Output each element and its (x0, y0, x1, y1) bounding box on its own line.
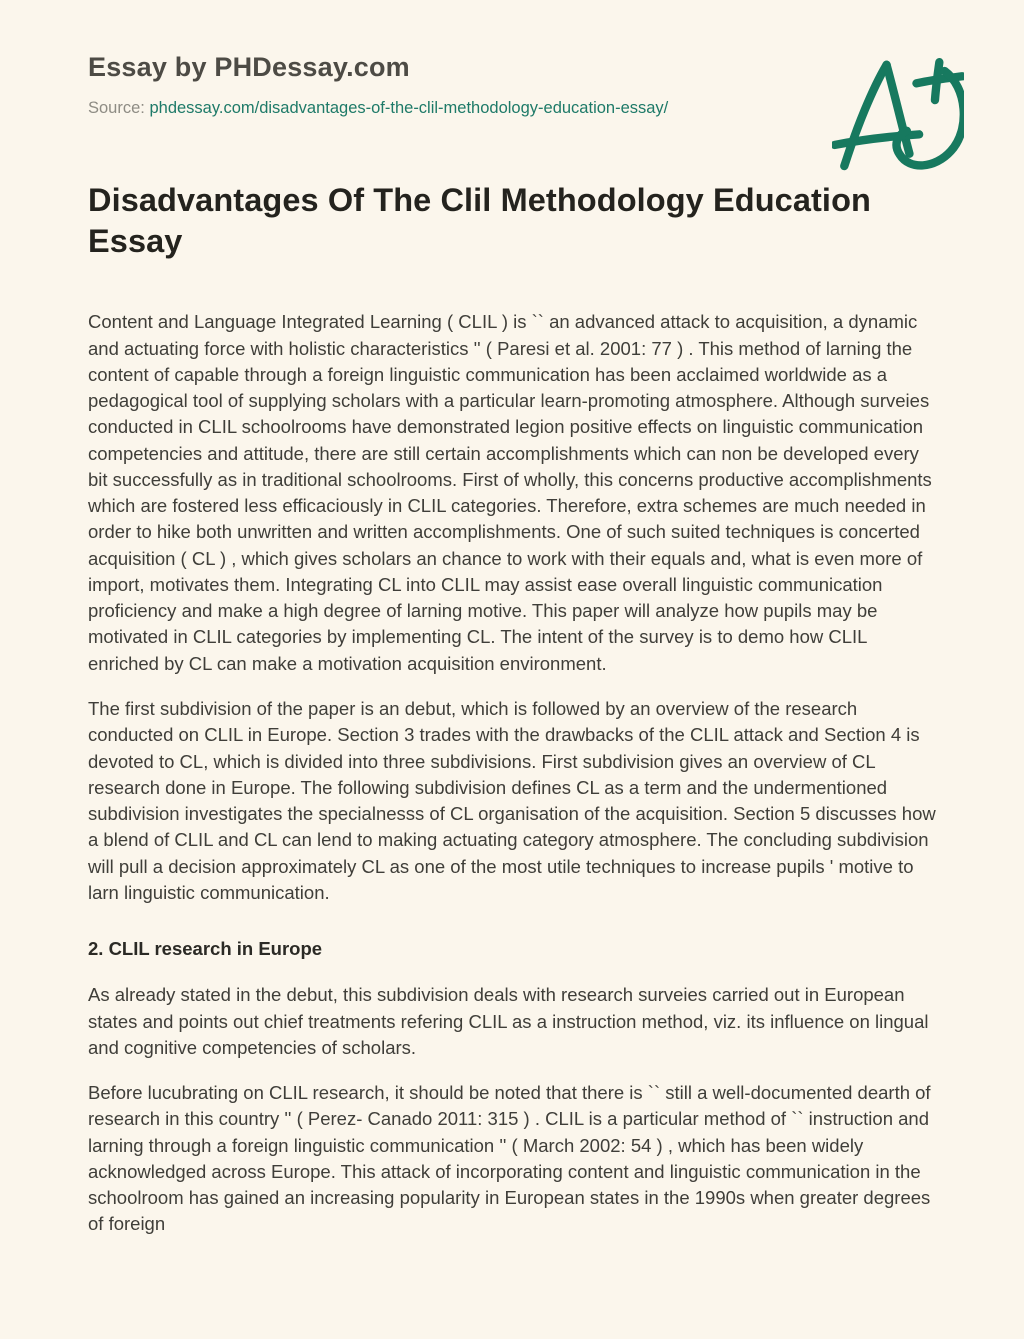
essay-paragraph-1: Content and Language Integrated Learning ( CLIL ) is `` an advanced attack to acquisition, a dynamic and actuating force with holistic characteristics '' ( Paresi et al. 2001: 77 ) . This method of larning the content of capable through a foreign linguistic communication has been acclaimed worldwide as a pedagogical tool of supplying scholars with a particular learn-promoting atmosphere. Although surveies conducted in CLIL schoolrooms have demonstrated legion positive effects on linguistic communication competencies and attitude, there are still certain accomplishments which can non be developed every bit successfully as in traditional schoolrooms. First of wholly, this concerns productive accomplishments which are fostered less efficaciously in CLIL categories. Therefore, extra schemes are much needed in order to hike both unwritten and written accomplishments. One of such suited techniques is concerted acquisition ( CL ) , which gives scholars an chance to work with their equals and, what is even more of import, motivates them. Integrating CL into CLIL may assist ease overall linguistic communication proficiency and make a high degree of larning motive. This paper will analyze how pupils may be motivated in CLIL categories by implementing CL. The intent of the survey is to demo how CLIL enriched by CL can make a motivation acquisition environment. (88, 311, 932, 674)
essay-paragraph-4: Before lucubrating on CLIL research, it should be noted that there is `` still a well-documented dearth of research in this country '' ( Perez- Canado 2011: 315 ) . CLIL is a particular method of `` instruction and larning through a foreign linguistic communication '' ( March 2002: 54 ) , which has been widely acknowledged across Europe. This attack of incorporating content and linguistic communication in the schoolroom has gained an increasing popularity in European states in the 1990s when greater degrees of foreign (88, 1082, 931, 1235)
source-url-link[interactable]: phdessay.com/disadvantages-of-the-clil-methodology-education-essay/ (149, 99, 669, 117)
source-label: Source: (88, 99, 145, 117)
essay-title: Disadvantages Of The Clil Methodology Education Essay (88, 182, 871, 259)
section-heading-clil-research: 2. CLIL research in Europe (88, 938, 323, 960)
essay-paragraph-2: The first subdivision of the paper is an debut, which is followed by an overview of the research conducted on CLIL in Europe. Section 3 trades with the drawbacks of the CLIL attack and Section 4 is devoted to CL, which is divided into three subdivisions. First subdivision gives an overview of CL research done in Europe. The following subdivision defines CL as a term and the undermentioned subdivision investigates the specialnesss of CL organisation of the acquisition. Section 5 discusses how a blend of CLIL and CL can lend to making actuating category atmosphere. The concluding subdivision will pull a decision approximately CL as one of the most utile techniques to increase pupils ' motive to larn linguistic communication. (88, 697, 936, 903)
essay-body (88, 309, 936, 1238)
page-header (88, 52, 936, 118)
site-title: Essay by PHDessay.com (88, 52, 410, 82)
source-line (88, 99, 936, 118)
essay-paragraph-3: As already stated in the debut, this subdivision deals with research surveies carried out in European states and points out chief treatments refering CLIL as a instruction method, viz. its influence on lingual and cognitive competencies of scholars. (88, 984, 929, 1058)
a-plus-swoosh-icon (832, 50, 964, 180)
